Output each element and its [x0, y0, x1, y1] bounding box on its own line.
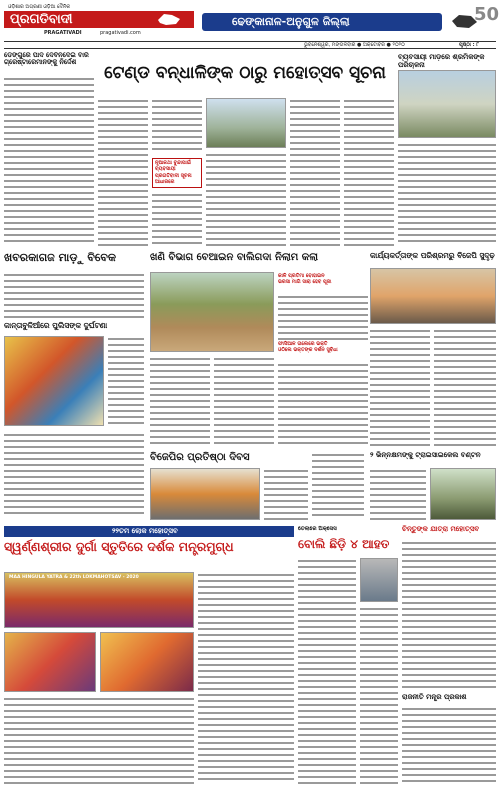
page-label: ପୃଷ୍ଠା : ୮ — [459, 42, 479, 48]
row4-mid-headline: ବିଜେପିର ପ୍ରତିଷ୍ଠା ଦିବସ — [150, 452, 250, 463]
row2-right-body2 — [434, 328, 496, 446]
top-left-story — [4, 52, 94, 248]
row4-mid-photo — [150, 468, 260, 520]
row2-mid-headline: ଖଣି ବିଭାଗ ବେଆଇନ ବାଲିଗଦା ନିଲାମ କଲା — [150, 252, 318, 263]
banner-text: MAA HINGULA YATRA & 22th LOKMAHOTSAV - 2020 — [9, 575, 139, 580]
date-bar — [4, 41, 496, 49]
right-top-headline: ବ୍ୟବସାୟୀ ମାଡ଼ରେ ଶ୍ରମିକଙ୍କ ପରିଚାଳନା — [398, 53, 485, 69]
row3-left-photo — [4, 336, 104, 426]
main-story-col3 — [206, 152, 286, 246]
masthead — [4, 4, 500, 40]
edition-title: ଢେଙ୍କାନାଳ-ଅନୁଗୁଳ ଜିଲ୍ଲା — [232, 15, 350, 28]
row3-left-side — [108, 336, 144, 426]
main-subhead-box — [152, 158, 202, 188]
anniversary-badge: 50 — [474, 4, 500, 25]
bottom-right-body — [402, 540, 496, 690]
row3-left-headline: କାନ୍ତାବୁଳିଆଁରେ ପୁଲିସଙ୍କ ଦୁର୍ଘଟଣା — [4, 321, 108, 330]
news-box1 — [278, 274, 368, 292]
bottom-right-top: ଚିନ୍ତୁଙ୍କ ଯାତ୍ରା ମହୋତ୍ସବ — [402, 525, 480, 533]
box2-line1: ଫାସିଆଳ ତାଲେରେ ଭକ୍ତି — [278, 341, 328, 347]
main-story-col2 — [152, 98, 202, 154]
main-sub1: ନୂଆକଥା ବୁନ୍ଦାପାଇଁ ବ୍ୟବସାୟୀ — [155, 160, 191, 172]
story-body — [4, 76, 94, 246]
row4-right-body — [370, 468, 426, 520]
strip-label-text: ୨୨ତମ ଲୋକ ମହୋତ୍ସବ — [112, 527, 178, 535]
bottom-mid-photo — [360, 558, 398, 602]
edition-title-box — [202, 13, 442, 31]
story-headline: ଡେଙ୍ଗୁରେ ପାଦ ଦେବିନଦେଇ ବାରି ଗ୍ରେଷ୍ଟାରେମାନଙ୍କୁ ନିର୍ଦ୍ଦେଶ — [4, 52, 89, 67]
bottom-banner-photo — [4, 572, 194, 628]
bottom-dance-photo — [4, 632, 96, 692]
main-story-col4 — [290, 98, 340, 246]
bottom-mid-body — [298, 558, 356, 784]
logo: ପ୍ରଗତିବାଦୀ — [10, 12, 73, 27]
row2-mid-photo — [150, 272, 274, 352]
bottom-body — [198, 572, 294, 784]
main-story-col2b — [152, 192, 202, 246]
news-box2-body — [278, 362, 368, 446]
bottom-right-body2 — [402, 706, 496, 784]
bottom-mid-headline: ବୋଲି ଛିଡ଼ି ୪ ଆହତ — [298, 537, 390, 551]
row2-right-body — [370, 328, 430, 446]
right-top-photo — [398, 70, 496, 138]
box2-line2: ଓଠିଲେ ଭକ୍ତଙ୍କ ଦର୍ଶନ ସୁବିଧା — [278, 346, 338, 353]
news-box1-body — [278, 294, 368, 340]
main-story-col1 — [98, 98, 148, 246]
box1-line1: କାଳି ପ୍ରତିମା ବୋହାଇନ — [278, 273, 325, 279]
row4-mid-body — [264, 468, 308, 520]
odisha-map-icon — [156, 12, 182, 27]
logo-box[interactable] — [4, 11, 194, 28]
row3-left-body — [4, 432, 144, 514]
bottom-left-body — [4, 696, 194, 784]
logo-english: PRAGATIVADI — [44, 30, 82, 36]
box1-line2: ଭରସା ମାଗି ସାରା ହେବ ପୂଜା — [278, 278, 332, 285]
row2-right-photo — [370, 268, 496, 324]
dateline: ଭୁବନେଶ୍ୱର, ମଙ୍ଗଳବାର ● ଅକ୍ଟୋବର ● ୨୦୨୦ — [304, 42, 405, 48]
row2-left-body — [4, 272, 144, 318]
main-headline: ଟେଣ୍ଡ ବନ୍ଧାଳିଙ୍କ ଠାରୁ ମହୋତ୍ସବ ସୂଚନା — [104, 63, 386, 83]
right-top-body — [398, 142, 496, 246]
tagline: ଓଡ଼ିଶାର ଅଗ୍ରଣୀ ଓଡ଼ିଆ ଦୈନିକ — [8, 4, 71, 10]
bottom-dance-photo2 — [100, 632, 194, 692]
bottom-headline: ସ୍ୱର୍ଣ୍ଣଶ୍ରୀର ଦୁର୍ଗା ସ୍ତୁତିରେ ଦର୍ଶକ ମନ୍ତ୍ରମୁଗ୍ଧ — [4, 539, 234, 554]
bottom-mid-body2 — [360, 606, 398, 784]
bottom-right-low: ରାଜନୀତି ମନ୍ତ୍ର ପ୍ରକାଶ — [402, 693, 467, 701]
row2-right-headline: କାର୍ଯ୍ୟକର୍ତ୍ତାଙ୍କ ପରିଶ୍ରମରୁ ବିଜେପି ସୁଦୃଢ଼ — [370, 251, 495, 260]
row4-right-headline: ୨ ଭିନ୍ନକ୍ଷମଙ୍କୁ ଟ୍ରାଇସାଇକେଲ ବଣ୍ଟନ — [370, 451, 481, 459]
row2-left-headline: ଖବରକାଗଜ ମାଡ଼ୁ ବିବେକ — [4, 251, 117, 264]
row4-mid-body2 — [312, 452, 364, 520]
row2-mid-body2 — [214, 356, 274, 446]
main-story-col5 — [344, 98, 394, 246]
bottom-mid-kicker: ତେଲାରେ ଅକ୍ସେସ — [298, 526, 337, 532]
website[interactable]: pragativadi.com — [100, 30, 141, 36]
strip-label — [4, 526, 294, 537]
row4-right-photo — [430, 468, 496, 520]
row2-mid-body — [150, 356, 210, 446]
main-sub2: ପ୍ରଗତିବାଦୀ ସୂଚନା ଆଧାରରେ — [155, 173, 192, 185]
main-photo — [206, 98, 286, 148]
news-box2 — [278, 342, 368, 360]
